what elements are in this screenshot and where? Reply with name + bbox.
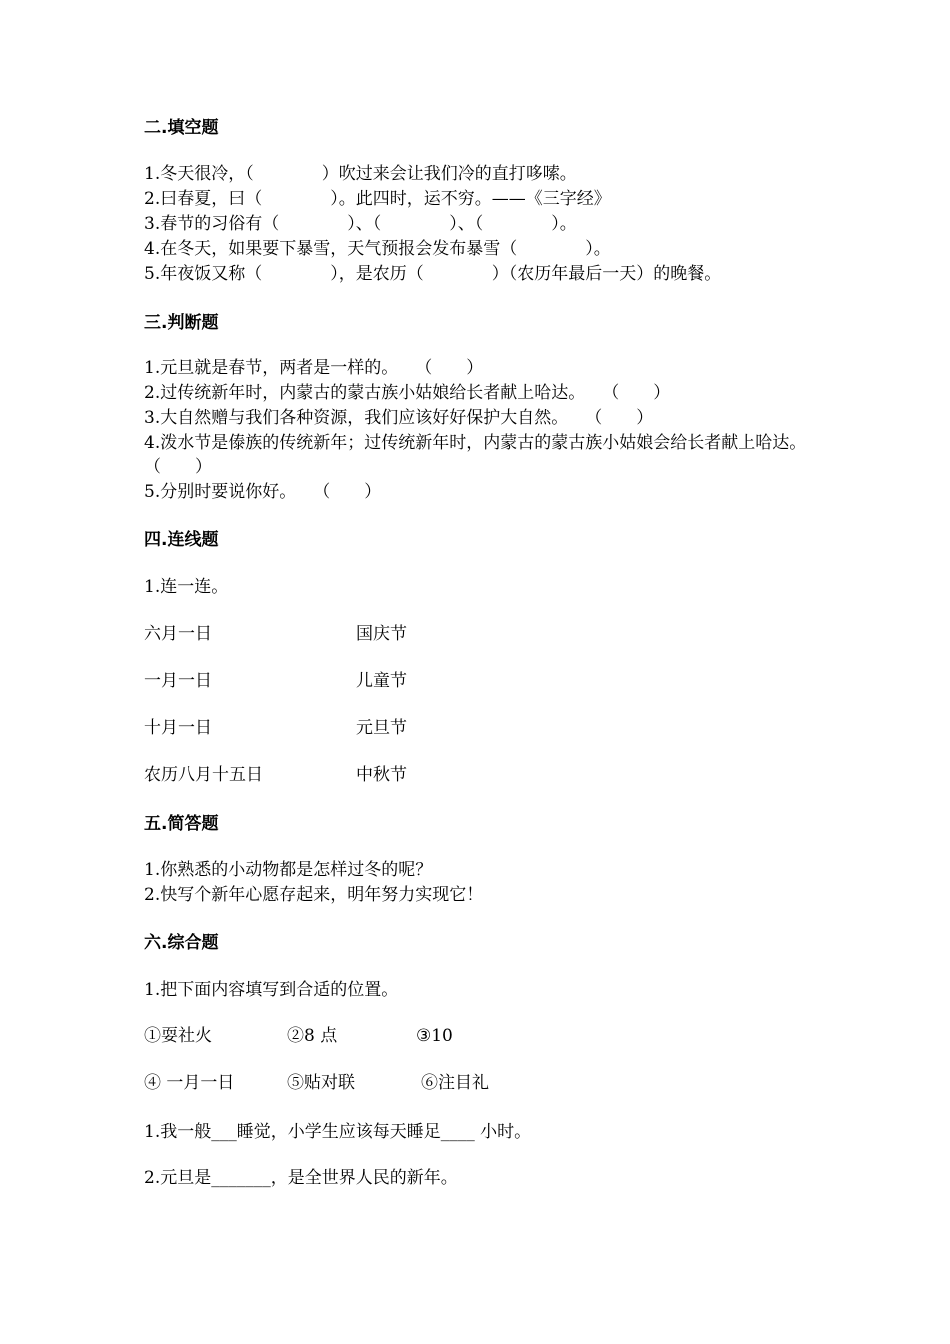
fill-question-1: 1.冬天很冷，（ ）吹过来会让我们冷的直打哆嗦。 [144,164,577,184]
option-item: ①耍社火 [144,1026,212,1046]
match-right-item: 元旦节 [356,718,407,738]
short-question-2: 2.快写个新年心愿存起来，明年努力实现它！ [144,885,484,905]
judge-question-5: 5.分别时要说你好。 （ ） [144,482,382,502]
match-left-item: 六月一日 [144,624,212,644]
match-left-item: 一月一日 [144,671,212,691]
option-item: ⑤贴对联 [287,1073,355,1093]
judge-question-3: 3.大自然赠与我们各种资源，我们应该好好保护大自然。 （ ） [144,408,654,428]
section-title-judge: 三.判断题 [144,313,219,333]
short-question-1: 1.你熟悉的小动物都是怎样过冬的呢？ [144,860,433,880]
option-item: ②8 点 [287,1026,338,1046]
match-left-item: 十月一日 [144,718,212,738]
match-left-item: 农历八月十五日 [144,765,263,785]
comprehensive-prompt: 1.把下面内容填写到合适的位置。 [144,980,399,1000]
comprehensive-question-1: 1.我一般___睡觉，小学生应该每天睡足____ 小时。 [144,1122,532,1142]
match-right-item: 儿童节 [356,671,407,691]
judge-question-4: 4.泼水节是傣族的传统新年；过传统新年时，内蒙古的蒙古族小姑娘会给长者献上哈达。 （ ） [144,433,832,477]
fill-question-5: 5.年夜饭又称（ ），是农历（ ）（农历年最后一天）的晚餐。 [144,264,722,284]
section-title-short: 五.简答题 [144,814,219,834]
option-item: ③10 [416,1026,453,1046]
fill-question-2: 2.曰春夏，曰（ ）。此四时，运不穷。——《三字经》 [144,189,611,209]
judge-question-2: 2.过传统新年时，内蒙古的蒙古族小姑娘给长者献上哈达。 （ ） [144,383,671,403]
comprehensive-question-2: 2.元旦是_______，是全世界人民的新年。 [144,1168,458,1188]
fill-question-4: 4.在冬天，如果要下暴雪，天气预报会发布暴雪（ ）。 [144,239,611,259]
option-item: ④ 一月一日 [144,1073,235,1093]
match-right-item: 国庆节 [356,624,407,644]
section-title-comprehensive: 六.综合题 [144,933,219,953]
option-item: ⑥注目礼 [421,1073,489,1093]
section-title-fill: 二.填空题 [144,118,219,138]
match-prompt: 1.连一连。 [144,577,229,597]
section-title-match: 四.连线题 [144,530,219,550]
judge-question-1: 1.元旦就是春节，两者是一样的。 （ ） [144,358,484,378]
match-right-item: 中秋节 [356,765,407,785]
fill-question-3: 3.春节的习俗有（ ）、（ ）、（ ）。 [144,214,577,234]
